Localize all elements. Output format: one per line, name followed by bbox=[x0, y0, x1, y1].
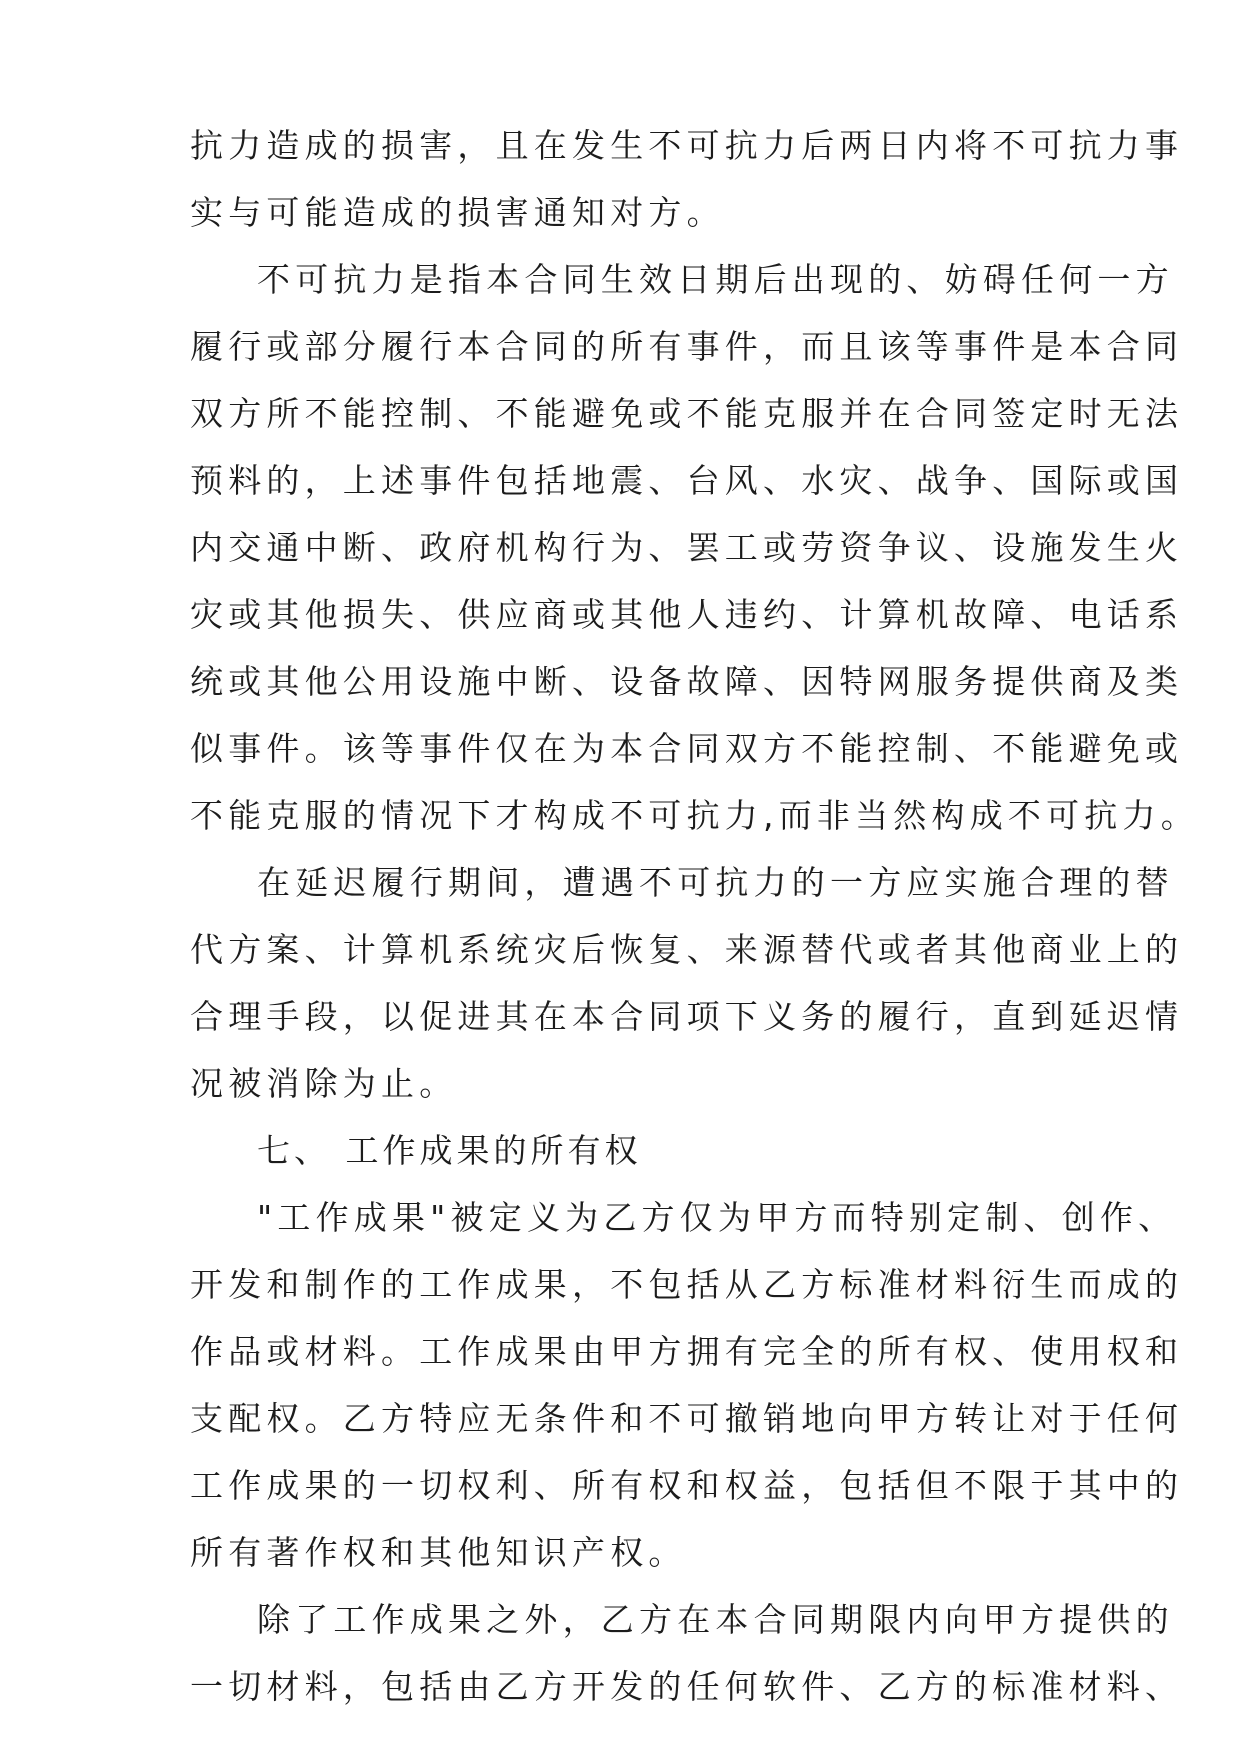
section-heading: 七、 工作成果的所有权 bbox=[257, 1131, 642, 1170]
paragraph-start-line: 除了工作成果之外，乙方在本合同期限内向甲方提供的 bbox=[257, 1600, 1174, 1639]
body-text-line: 实与可能造成的损害通知对方。 bbox=[190, 193, 725, 232]
body-text-line: 合理手段，以促进其在本合同项下义务的履行，直到延迟情 bbox=[190, 997, 1184, 1036]
paragraph-start-line: "工作成果"被定义为乙方仅为甲方而特别定制、创作、 bbox=[257, 1198, 1177, 1237]
body-text-line: 抗力造成的损害，且在发生不可抗力后两日内将不可抗力事 bbox=[190, 126, 1184, 165]
body-text-line: 预料的，上述事件包括地震、台风、水灾、战争、国际或国 bbox=[190, 461, 1184, 500]
paragraph-start-line: 不可抗力是指本合同生效日期后出现的、妨碍任何一方 bbox=[257, 260, 1174, 299]
body-text-line: 支配权。乙方特应无条件和不可撤销地向甲方转让对于任何 bbox=[190, 1399, 1184, 1438]
body-text-line: 似事件。该等事件仅在为本合同双方不能控制、不能避免或 bbox=[190, 729, 1184, 768]
body-text-line: 开发和制作的工作成果，不包括从乙方标准材料衍生而成的 bbox=[190, 1265, 1184, 1304]
body-text-line: 内交通中断、政府机构行为、罢工或劳资争议、设施发生火 bbox=[190, 528, 1184, 567]
body-text-line: 不能克服的情况下才构成不可抗力,而非当然构成不可抗力。 bbox=[190, 796, 1199, 835]
body-text-line: 灾或其他损失、供应商或其他人违约、计算机故障、电话系 bbox=[190, 595, 1184, 634]
body-text-line: 所有著作权和其他知识产权。 bbox=[190, 1533, 687, 1572]
body-text-line: 代方案、计算机系统灾后恢复、来源替代或者其他商业上的 bbox=[190, 930, 1184, 969]
body-text-line: 双方所不能控制、不能避免或不能克服并在合同签定时无法 bbox=[190, 394, 1184, 433]
body-text-line: 统或其他公用设施中断、设备故障、因特网服务提供商及类 bbox=[190, 662, 1184, 701]
body-text-line: 工作成果的一切权利、所有权和权益，包括但不限于其中的 bbox=[190, 1466, 1184, 1505]
body-text-line: 作品或材料。工作成果由甲方拥有完全的所有权、使用权和 bbox=[190, 1332, 1184, 1371]
paragraph-start-line: 在延迟履行期间，遭遇不可抗力的一方应实施合理的替 bbox=[257, 863, 1174, 902]
body-text-line: 履行或部分履行本合同的所有事件，而且该等事件是本合同 bbox=[190, 327, 1184, 366]
body-text-line: 一切材料，包括由乙方开发的任何软件、乙方的标准材料、 bbox=[190, 1667, 1184, 1706]
body-text-line: 况被消除为止。 bbox=[190, 1064, 458, 1103]
